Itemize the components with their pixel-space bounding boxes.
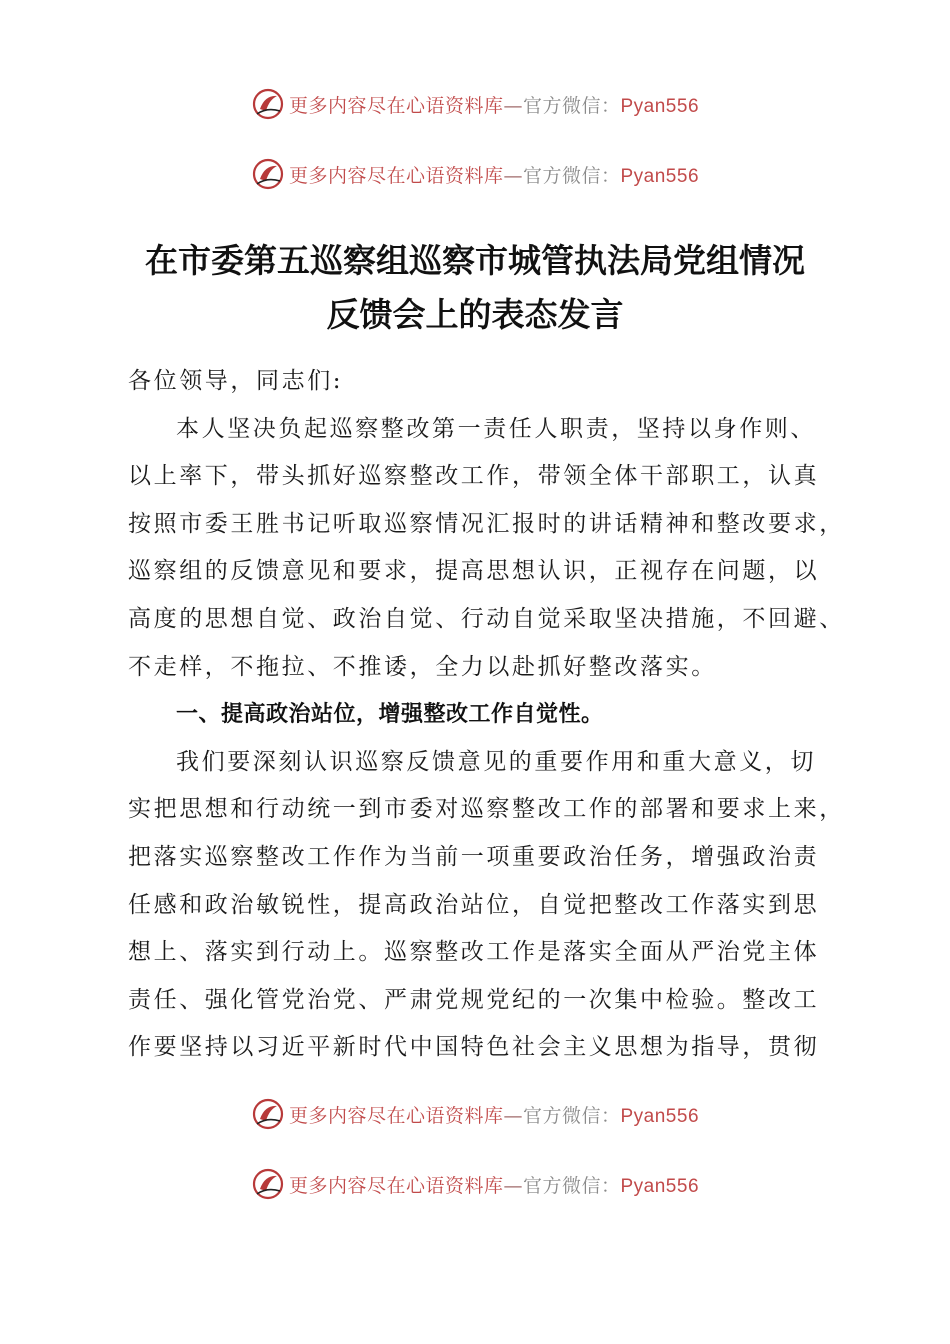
brand-logo-icon xyxy=(251,1167,285,1201)
paragraph-line: 作要坚持以习近平新时代中国特色社会主义思想为指导，贯彻 xyxy=(128,1034,820,1061)
watermark-banner-bottom-1 xyxy=(0,1092,950,1136)
title-line-2: 反馈会上的表态发言 xyxy=(326,295,624,334)
paragraph-line: 本人坚决负起巡察整改第一责任人职责，坚持以身作则、 xyxy=(176,415,816,442)
brand-logo-icon xyxy=(251,1097,285,1131)
paragraph-line: 按照市委王胜书记听取巡察情况汇报时的讲话精神和整改要求， xyxy=(128,510,845,537)
brand-logo-icon xyxy=(251,87,285,121)
paragraph-line: 想上、落实到行动上。巡察整改工作是落实全面从严治党主体 xyxy=(128,939,820,966)
watermark-text: 更多内容尽在心语资料库—官方微信：Pyan556 xyxy=(288,94,700,117)
watermark-banner-bottom-2 xyxy=(0,1162,950,1206)
document-title xyxy=(60,234,890,342)
title-line-1: 在市委第五巡察组巡察市城管执法局党组情况 xyxy=(145,241,805,280)
section-heading: 一、提高政治站位，增强整改工作自觉性。 xyxy=(176,702,604,728)
document-body xyxy=(128,358,848,1072)
watermark-text: 更多内容尽在心语资料库—官方微信：Pyan556 xyxy=(288,1104,700,1127)
paragraph-line: 把落实巡察整改工作作为当前一项重要政治任务，增强政治责 xyxy=(128,843,820,870)
salutation: 各位领导，同志们: xyxy=(128,368,344,394)
watermark-banner-top-2 xyxy=(0,152,950,196)
paragraph-line: 以上率下，带头抓好巡察整改工作，带领全体干部职工，认真 xyxy=(128,463,820,490)
brand-logo-icon xyxy=(251,157,285,191)
paragraph-line: 责任、强化管党治党、严肃党规党纪的一次集中检验。整改工 xyxy=(128,986,820,1013)
paragraph-line: 巡察组的反馈意见和要求，提高思想认识，正视存在问题，以 xyxy=(128,558,820,585)
paragraph-line: 高度的思想自觉、政治自觉、行动自觉采取坚决措施，不回避、 xyxy=(128,605,845,632)
watermark-text: 更多内容尽在心语资料库—官方微信：Pyan556 xyxy=(288,1174,700,1197)
paragraph-line: 实把思想和行动统一到市委对巡察整改工作的部署和要求上来， xyxy=(128,796,845,823)
paragraph-line: 不走样，不拖拉、不推诿，全力以赴抓好整改落实。 xyxy=(128,653,717,680)
watermark-banner-top-1 xyxy=(0,82,950,126)
paragraph-line: 任感和政治敏锐性，提高政治站位，自觉把整改工作落实到思 xyxy=(128,891,820,918)
paragraph-line: 我们要深刻认识巡察反馈意见的重要作用和重大意义，切 xyxy=(176,748,816,775)
watermark-text: 更多内容尽在心语资料库—官方微信：Pyan556 xyxy=(288,164,700,187)
